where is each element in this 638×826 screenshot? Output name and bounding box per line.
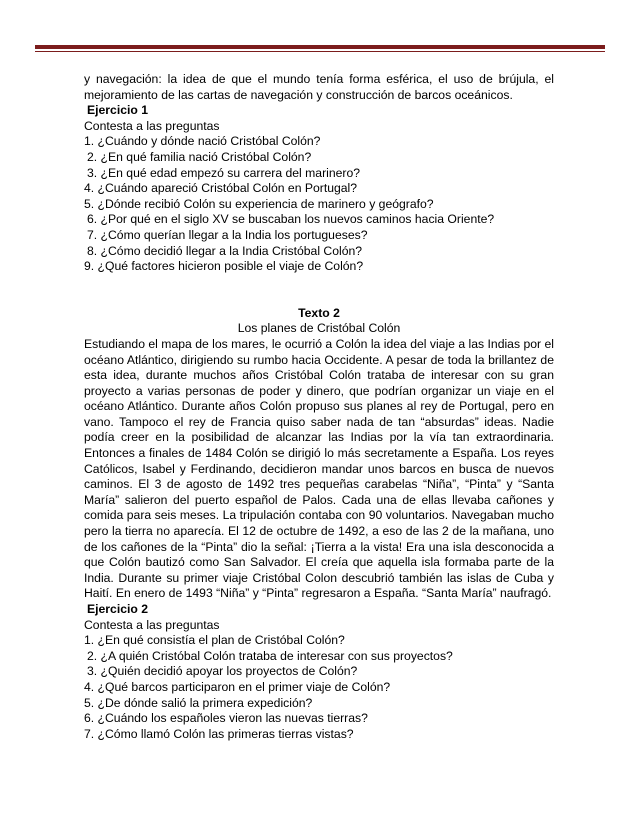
question-item: 5. ¿De dónde salió la primera expedición? — [84, 695, 313, 710]
section-spacer — [84, 275, 554, 306]
question-item: 4. ¿Qué barcos participaron en el primer viaje de Colón? — [84, 679, 391, 694]
exercise2-title: Ejercicio 2 — [87, 602, 148, 616]
exercise2-instruction: Contesta a las preguntas — [84, 617, 220, 632]
question-item: 7. ¿Cómo llamó Colón las primeras tierras vistas? — [84, 726, 354, 741]
question-item: 8. ¿Cómo decidió llegar a la India Cristóbal Colón? — [87, 243, 363, 258]
header-rule-thick — [35, 45, 605, 49]
exercise1-questions — [84, 134, 554, 274]
question-item: 9. ¿Qué factores hicieron posible el viaje de Colón? — [84, 259, 364, 274]
exercise1-instruction: Contesta a las preguntas — [84, 118, 220, 133]
question-item: 1. ¿Cuándo y dónde nació Cristóbal Colón? — [84, 134, 321, 149]
question-item: 6. ¿Cuándo los españoles vieron las nuevas tierras? — [84, 711, 368, 726]
question-item: 3. ¿Quién decidió apoyar los proyectos de Colón? — [87, 664, 358, 679]
text2-title: Texto 2 — [298, 305, 340, 320]
document-body — [84, 72, 554, 742]
exercise2-questions — [84, 633, 554, 742]
question-item: 5. ¿Dónde recibió Colón su experiencia de marinero y geógrafo? — [84, 196, 434, 211]
question-item: 2. ¿A quién Cristóbal Colón trataba de interesar con sus proyectos? — [87, 648, 453, 663]
question-item: 1. ¿En qué consistía el plan de Cristóbal Colón? — [84, 633, 345, 648]
question-item: 2. ¿En qué familia nació Cristóbal Colón? — [87, 149, 312, 164]
question-item: 3. ¿En qué edad empezó su carrera del marinero? — [87, 165, 361, 180]
question-item: 4. ¿Cuándo apareció Cristóbal Colón en Portugal? — [84, 181, 358, 196]
text2-body: Estudiando el mapa de los mares, le ocurrió a Colón la idea del viaje a las Indias por el océano Atlántico, dirigiendo su rumbo hacia Occidente. A pesar de toda la brillantez de esta idea, durante muchos años Cristóbal Colón trataba de interesar con su gran proyecto a varias personas de poder y dinero, que podrían organizar un viaje en el océano Atlántico. Durante años Colón propuso sus planes al rey de Portugal, pero en vano. Tampoco el rey de Francia quiso saber nada de tan “absurdas” ideas. Nadie podía creer en la posibilidad de alcanzar las Indias por la vía tan extraordinaria. Entonces a finales de 1484 Colón se dirigió lo más secretamente a España. Los reyes Católicos, Isabel y Ferdinando, decidieron mandar unos barcos en busca de nuevos caminos. El 3 de agosto de 1492 tres pequeñas carabelas “Niña”, “Pinta” y “Santa María” salieron del puerto español de Palos. Cada una de ellas llevaba cañones y comida para seis meses. La tripulación contaba con 90 voluntarios. Navegaban mucho pero la tierra no aparecía. El 12 de octubre de 1492, a eso de las 2 de la mañana, uno de los cañones de la “Pinta” dio la señal: ¡Tierra a la vista! Era una isla desconocida a que Colón bautizó como San Salvador. El creía que aquella isla formaba parte de la India. Durante su primer viaje Cristóbal Colon descubrió también las islas de Cuba y Haití. En enero de 1493 “Niña” y “Pinta” regresaron a España. “Santa María” naufragó. — [84, 336, 554, 601]
text2-subtitle: Los planes de Cristóbal Colón — [237, 321, 401, 336]
exercise1-title: Ejercicio 1 — [87, 103, 148, 118]
intro-paragraph: y navegación: la idea de que el mundo tenía forma esférica, el uso de brújula, el mejoramiento de las cartas de navegación y construcción de barcos oceánicos. — [84, 72, 554, 102]
question-item: 7. ¿Cómo querían llegar a la India los portugueses? — [87, 227, 368, 242]
header-rule-thin — [35, 51, 605, 52]
question-item: 6. ¿Por qué en el siglo XV se buscaban los nuevos caminos hacia Oriente? — [87, 212, 495, 227]
